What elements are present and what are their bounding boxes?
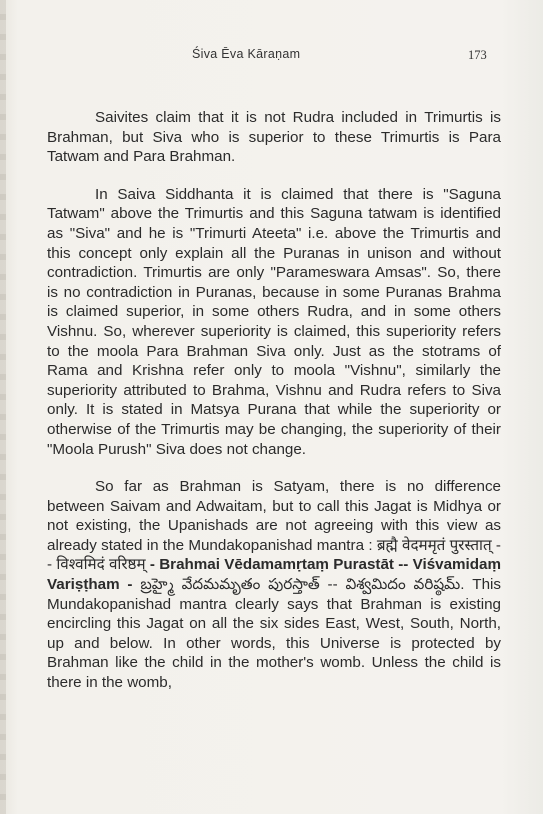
paragraph-3 bbox=[47, 477, 501, 693]
body-text bbox=[47, 108, 501, 693]
page-number: 173 bbox=[468, 48, 487, 62]
mantra-telugu: బ్రహ్మై వేదమమృతం పురస్తాత్ -- విశ్వమిదం వరిష్ఠమ్ bbox=[140, 576, 461, 594]
paragraph-1: Saivites claim that it is not Rudra included in Trimurtis is Brahman, but Siva who is superior to these Trimurtis is Para Tatwam and Para Brahman. bbox=[47, 109, 501, 166]
mantra-devanagari: ब्रह्मै वेदममृतं पुरस्तात् -- विश्वमिदं वरिष्ठम् bbox=[47, 536, 501, 574]
running-header bbox=[0, 47, 543, 65]
mantra-transliteration: Brahmai Vēdamamṛtaṃ Purastāt -- Viśvamidaṃ Variṣṭham bbox=[47, 556, 501, 594]
separator: : bbox=[364, 536, 377, 554]
separator: - bbox=[145, 556, 160, 574]
running-title: Śiva Ēva Kāraṇam bbox=[192, 47, 301, 61]
paragraph-3-intro: So far as Brahman is Satyam, there is no difference between Saivam and Adwaitam, but to call this Jagat is Midhya or not existing, the Upanishads are not agreeing with this view as already stated in the Mundakopanishad mantra bbox=[47, 478, 501, 554]
separator: - bbox=[119, 576, 141, 594]
paragraph-2: In Saiva Siddhanta it is claimed that there is "Saguna Tatwam" above the Trimurtis and this Saguna tatwam is identified as "Siva" and he is "Trimurti Ateeta" i.e. above the Trimurtis and this concept only explain all the Puranas in unison and without contradiction. Trimurtis are only "Parameswara Amsas". So, there is no contradiction in Puranas, because in some Puranas Brahma is claimed superior, in some others Rudra, and in some others Vishnu. So, wherever superiority is claimed, this superiority refers to the moola Para Brahman Siva only. Just as the stotrams of Rama and Krishna refer only to moola "Vishnu", similarly the superiority attributed to Brahma, Vishnu and Rudra refers to Siva only. It is stated in Matsya Purana that while the superiority or otherwise of the Trimurtis may be changing, the superiority of their "Moola Purush" Siva does not change. bbox=[47, 185, 501, 458]
paragraph-3-outro: . This Mundakopanishad mantra clearly says that Brahman is existing encircling this Jagat on all the six sides East, West, South, North, up and below. In other words, this Universe is protected by Brahman like the child in the mother's womb. Unless the child is there in the womb, bbox=[47, 576, 502, 692]
page-binding-edge bbox=[0, 0, 6, 814]
